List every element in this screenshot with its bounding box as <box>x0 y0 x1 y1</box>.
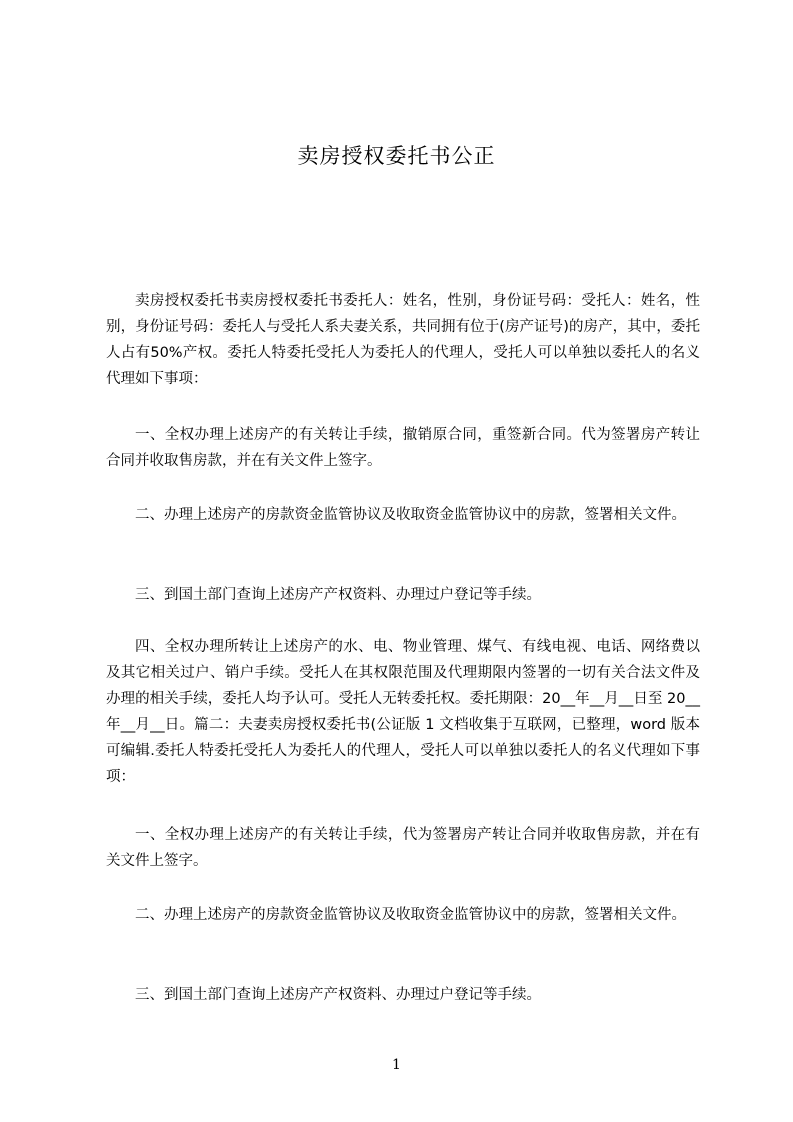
paragraph-part2-item-3: 三、到国土部门查询上述房产产权资料、办理过户登记等手续。 <box>135 987 541 1003</box>
paragraph-item-3: 三、到国土部门查询上述房产产权资料、办理过户登记等手续。 <box>135 587 541 603</box>
document-title: 卖房授权委托书公正 <box>297 144 496 168</box>
page-number: 1 <box>392 1057 401 1073</box>
paragraph-item-4: 四、全权办理所转让上述房产的水、电、物业管理、煤气、有线电视、电话、网络费以及其它相关过户、销户手续。受托人在其权限范围及代理期限内签署的一切有关合法文件及办理的相关手续，委托人均予认可。受托人无转委托权。委托期限：20__年__月__日至 20__年__月__日。篇二：夫妻卖房授权委托书(公证版 1 文档收集于互联网，已整理，word 版本可编辑.委托人特委托受托人为委托人的代理人，受托人可以单独以委托人的名义代理如下事项： <box>106 639 700 785</box>
paragraph-part2-item-1: 一、全权办理上述房产的有关转让手续，代为签署房产转让合同并收取售房款，并在有关文件上签字。 <box>106 827 700 869</box>
paragraph-item-1: 一、全权办理上述房产的有关转让手续，撤销原合同，重签新合同。代为签署房产转让合同并收取售房款，并在有关文件上签字。 <box>106 427 700 469</box>
paragraph-part2-item-2: 二、办理上述房产的房款资金监管协议及收取资金监管协议中的房款，签署相关文件。 <box>135 907 686 923</box>
paragraph-item-2: 二、办理上述房产的房款资金监管协议及收取资金监管协议中的房款，签署相关文件。 <box>135 507 686 523</box>
paragraph-intro: 卖房授权委托书卖房授权委托书委托人：姓名，性别，身份证号码：受托人：姓名，性别，身份证号码：委托人与受托人系夫妻关系，共同拥有位于(房产证号)的房产，其中，委托人占有50%产权。委托人特委托受托人为委托人的代理人，受托人可以单独以委托人的名义代理如下事项： <box>106 293 700 387</box>
